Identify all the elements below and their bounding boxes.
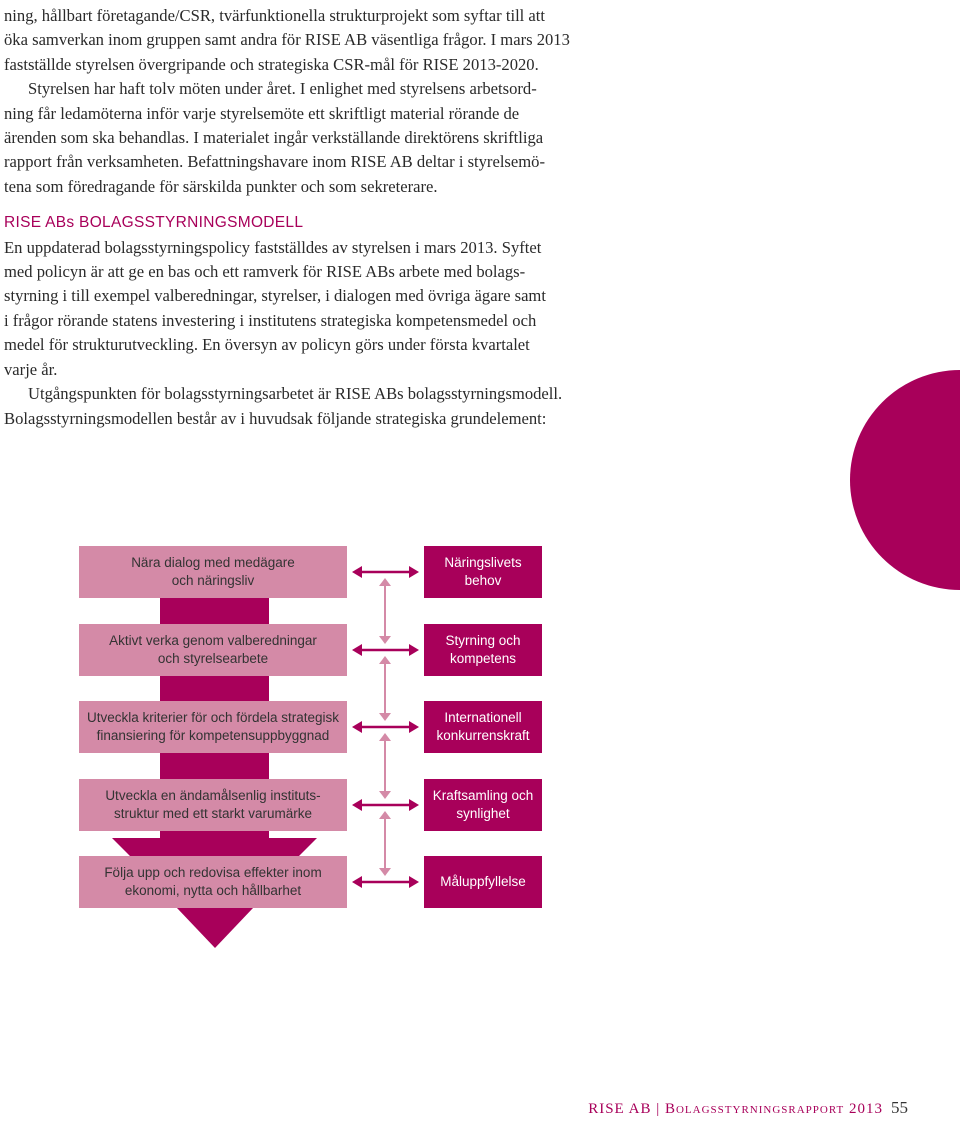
page-footer [588,1098,908,1118]
text-line: med policyn är att ge en bas och ett ramverk för RISE ABs arbete med bolags- [4,262,526,282]
text-line: styrning i till exempel valberedningar, styrelser, i dialogen med övriga ägare samt [4,286,546,306]
arrowhead-left [352,799,362,811]
box-text: synlighet [456,806,510,821]
arrowhead-right [409,566,419,578]
governance-step-box [79,856,347,908]
outcome-box [424,624,542,676]
text-line: ning, hållbart företagande/CSR, tvärfunktionella strukturprojekt som syftar till att [4,6,546,25]
page-number: 55 [891,1098,908,1117]
box-text: Näringslivets [444,555,522,570]
text-line: tena som föredragande för särskilda punkter och som sekreterare. [4,176,438,196]
box-text: Kraftsamling och [432,788,534,803]
box-text: Internationell [444,710,522,725]
governance-step-box [79,779,347,831]
arrowhead-left [352,876,362,888]
text-line: Styrelsen har haft tolv möten under året. I enlighet med styrelsens arbetsord- [28,79,537,99]
box-text: och näringsliv [171,573,255,588]
box-text: och styrelsearbete [157,651,269,666]
text-line: fastställde styrelsen övergripande och strategiska CSR-mål för RISE 2013-2020. [4,54,539,74]
box-text: Utveckla kriterier för och fördela strategisk [86,710,340,725]
governance-step-box [79,546,347,598]
text-line: En uppdaterad bolagsstyrningspolicy fastställdes av styrelsen i mars 2013. Syftet [4,237,542,257]
arrowhead-left [352,644,362,656]
text-line: i frågor rörande statens investering i institutens strategiska kompetensmedel och [4,310,537,330]
arrowhead-right [409,644,419,656]
widening-arrow [112,831,317,856]
text-line: öka samverkan inom gruppen samt andra för RISE AB väsentliga frågor. I mars 2013 [4,30,570,50]
governance-step-box [79,701,347,753]
arrowhead-left [352,721,362,733]
box-text: ekonomi, nytta och hållbarhet [124,883,302,898]
outcome-box [424,779,542,831]
section-heading: RISE ABs BOLAGSSTYRNINGSMODELL [4,214,304,232]
box-text: finansiering för kompetensuppbyggnad [96,728,330,743]
footer-title: RISE AB | Bolagsstyrningsrapport 2013 [588,1101,883,1117]
text-line: medel för strukturutveckling. En översyn av policyn görs under första kvartalet [4,335,530,355]
outcome-box [424,701,542,753]
arrowhead-right [409,721,419,733]
box-text: Nära dialog med medägare [131,555,295,570]
outcome-box [424,856,542,908]
text-line: Utgångspunkten för bolagsstyrningsarbetet är RISE ABs bolagsstyrningsmodell. [28,384,563,404]
box-text: Styrning och [445,633,521,648]
box-text: Aktivt verka genom valberedningar [109,633,317,648]
text-line: rapport från verksamheten. Befattningshavare inom RISE AB deltar i styrelsemö- [4,152,545,172]
text-line: Bolagsstyrningsmodellen består av i huvudsak följande strategiska grundelement: [4,408,547,428]
outcome-box [424,546,542,598]
box-text: Följa upp och redovisa effekter inom [104,865,322,880]
box-text: Utveckla en ändamålsenlig instituts- [105,788,321,803]
arrowhead-left [352,566,362,578]
box-text: behov [464,573,502,588]
arrowhead-right [409,799,419,811]
arrowhead-right [409,876,419,888]
box-text: kompetens [449,651,517,666]
governance-step-box [79,624,347,676]
box-text: konkurrenskraft [436,728,530,743]
text-line: ärenden som ska behandlas. I materialet ingår verkställande direktörens skriftliga [4,128,544,148]
down-arrow-icon [177,908,253,948]
box-text: struktur med ett starkt varumärke [113,806,313,821]
text-line: ning får ledamöterna inför varje styrelsemöte ett skriftligt material rörande de [4,103,520,123]
text-line: varje år. [4,359,58,379]
box-text: Måluppfyllelse [440,874,526,889]
